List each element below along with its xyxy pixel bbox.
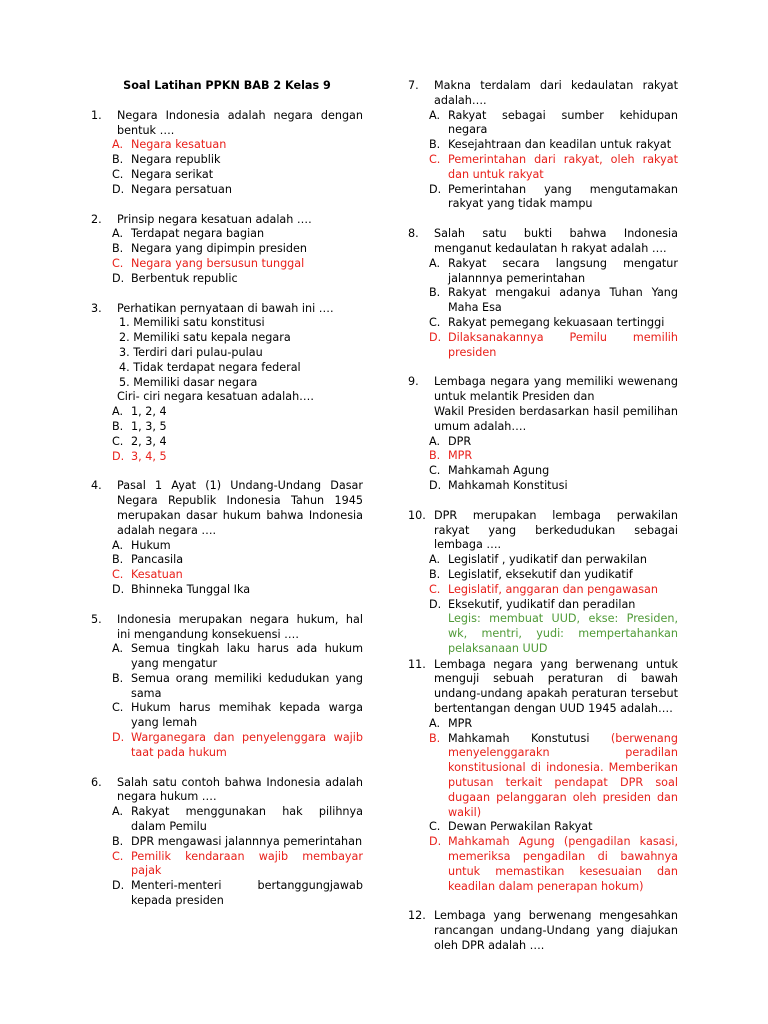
option-d: D. Bhinneka Tunggal Ika [112,582,251,596]
question-number: 11. [408,657,426,671]
question-11 [408,658,678,895]
question-text: Salah satu bukti bahwa Indonesia menganut kedaulatan h rakyat adalah …. [434,227,678,255]
option-d: D. Menteri-menteri bertanggungjawab kepada presiden [112,879,363,908]
option-d: D. Mahkamah Konstitusi [429,478,568,492]
question-10 [408,509,678,657]
question-5 [91,613,363,761]
option-b-text: Mahkamah Konstutusi [448,731,590,745]
question-number: 8. [408,227,419,241]
option-b: B. DPR mengawasi jalannnya pemerintahan [112,834,363,848]
option-d-correct: D. Mahkamah Agung (pengadilan kasasi, memeriksa pengadilan di bawahnya untuk memastikan kesesuaian dan keadilan dalam penerapan hokum) [429,835,678,893]
question-6 [91,776,363,909]
option-b: B. Legislatif, eksekutif dan yudikatif [429,567,633,581]
question-4 [91,479,363,597]
option-c: C. 2, 3, 4 [112,434,167,448]
option-a: A. Legislatif , yudikatif dan perwakilan [429,553,647,567]
question-text: Lembaga negara yang berwenang untuk menguji sebuah peraturan di bawah undang-undang apakah peraturan tersebut bertentangan dengan UUD 1945 adalah…. [434,657,678,716]
question-number: 12. [408,909,426,923]
question-12 [408,909,678,953]
option-d: D. Pemerintahan yang mengutamakan rakyat yang tidak mampu [429,182,678,211]
option-a: A. Semua tingkah laku harus ada hukum yang mengatur [112,642,363,671]
option-c: C. Rakyat pemegang kekuasaan tertinggi [429,315,665,329]
option-a: A. DPR [429,434,472,448]
answer-note: Legis: membuat UUD, ekse: Presiden, wk, mentri, yudi: mempertahankan pelaksanaan UUD [448,612,678,655]
option-d-correct: D. Warganegara dan penyelenggara wajib taat pada hukum [112,731,363,759]
question-number: 10. [408,508,426,522]
option-a: A. Rakyat menggunakan hak pilihnya dalam Pemilu [112,805,363,834]
statement-1: 1. Memiliki satu konstitusi [119,316,265,330]
question-2 [91,213,363,287]
question-text: Pasal 1 Ayat (1) Undang-Undang Dasar Negara Republik Indonesia Tahun 1945 merupakan dasar hukum bahwa Indonesia adalah negara …. [117,479,363,537]
question-number: 5. [91,612,102,626]
question-text-continued: Wakil Presiden berdasarkan hasil pemilihan umum adalah…. [434,404,678,433]
option-b: B. 1, 3, 5 [112,419,167,433]
question-8 [408,227,678,360]
option-d: D. Eksekutif, yudikatif dan peradilan [429,597,636,611]
question-text: Lembaga negara yang memiliki wewenang untuk melantik Presiden dan [434,375,678,404]
option-b: B. Negara republik [112,153,221,167]
question-number: 7. [408,79,419,92]
option-d: D. Negara persatuan [112,182,232,196]
question-3 [91,302,363,465]
option-c-correct: C. Pemilik kendaraan wajib membayar pajak [112,849,363,878]
question-9 [408,375,678,493]
option-c-correct: C. Legislatif, anggaran dan pengawasan [429,582,658,596]
question-prompt: Ciri- ciri negara kesatuan adalah…. [117,390,314,404]
option-c-correct: C. Negara yang bersusun tunggal [112,256,305,270]
option-a: A. 1, 2, 4 [112,405,167,419]
question-text: Perhatikan pernyataan di bawah ini …. [117,301,334,315]
left-column [91,79,363,924]
question-number: 2. [91,212,102,226]
question-text: Salah satu contoh bahwa Indonesia adalah negara hukum …. [117,775,363,804]
question-number: 9. [408,375,419,389]
option-a: A. Rakyat sebagai sumber kehidupan negara [429,108,678,137]
option-a: A. Terdapat negara bagian [112,227,265,241]
option-d-correct: D. 3, 4, 5 [112,449,167,463]
question-number: 3. [91,301,102,315]
statement-2: 2. Memiliki satu kepala negara [119,331,291,345]
statement-4: 4. Tidak terdapat negara federal [119,360,301,374]
statement-5: 5. Memiliki dasar negara [119,375,258,389]
question-text: Makna terdalam dari kedaulatan rakyat adalah…. [434,79,678,107]
option-d: D. Berbentuk republic [112,271,238,285]
question-text: Negara Indonesia adalah negara dengan bentuk …. [117,108,363,137]
option-a: A. MPR [429,716,473,730]
option-c-correct: C. Pemerintahan dari rakyat, oleh rakyat dan untuk rakyat [429,152,678,181]
question-text: Indonesia merupakan negara hukum, hal ini mengandung konsekuensi …. [117,612,363,641]
option-c-correct: C. Kesatuan [112,568,183,582]
option-b: B. Kesejahtraan dan keadilan untuk rakyat [429,138,672,152]
option-c: C. Hukum harus memihak kepada warga yang lemah [112,701,363,730]
option-b: B. Rakyat mengakui adanya Tuhan Yang Maha Esa [429,286,678,315]
option-d-correct: D. Dilaksanakannya Pemilu memilih presiden [429,330,678,359]
option-b-annotation: (berwenang menyelenggarakn peradilan konstitusional di indonesia. Memberikan putusan terkait pendapat DPR soal dugaan pelanggaran oleh presiden dan wakil) [448,731,678,819]
statement-3: 3. Terdiri dari pulau-pulau [119,345,263,359]
document-title: Soal Latihan PPKN BAB 2 Kelas 9 [123,79,331,92]
question-text: Lembaga yang berwenang mengesahkan rancangan undang-Undang yang diajukan oleh DPR adalah …. [434,909,678,953]
option-b: B. Pancasila [112,553,184,567]
option-a-correct: A. Negara kesatuan [112,138,227,152]
question-number: 6. [91,775,102,789]
question-number: 1. [91,108,102,122]
question-text: DPR merupakan lembaga perwakilan rakyat yang berkedudukan sebagai lembaga …. [434,508,678,552]
right-column [408,79,678,969]
option-b-correct: B. MPR [429,449,473,463]
option-b: B. Mahkamah Konstutusi (berwenang menyelenggarakn peradilan konstitusional di indonesia. Memberikan putusan terkait pendapat DPR soal dugaan pelanggaran oleh presiden dan wakil) [429,731,678,819]
question-text: Prinsip negara kesatuan adalah …. [117,212,312,226]
option-c: C. Mahkamah Agung [429,464,550,478]
option-b: B. Semua orang memiliki kedudukan yang sama [112,671,363,700]
question-7 [408,79,678,212]
question-1 [91,109,363,198]
option-b: B. Negara yang dipimpin presiden [112,242,307,256]
option-a: A. Rakyat secara langsung mengatur jalannnya pemerintahan [429,256,678,285]
option-c: C. Dewan Perwakilan Rakyat [429,820,593,834]
question-number: 4. [91,479,102,493]
option-c: C. Negara serikat [112,167,214,181]
option-a: A. Hukum [112,538,171,552]
